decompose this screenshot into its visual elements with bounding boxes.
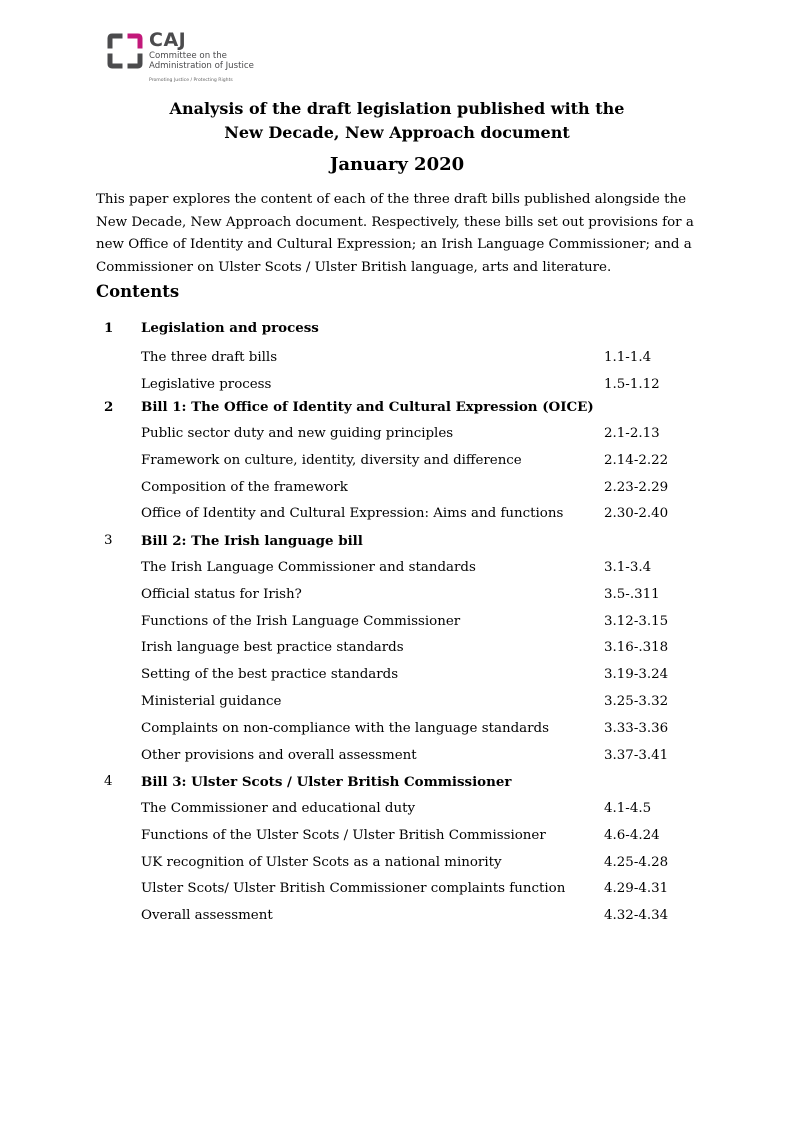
toc-entry-title: Irish language best practice standards	[141, 640, 404, 656]
toc-section-number: 3	[104, 533, 113, 548]
document-date: January 2020	[329, 154, 465, 175]
logo-name-line-2: Administration of Justice	[149, 60, 254, 71]
toc-section-title: Legislation and process	[141, 320, 319, 336]
toc-entry-title: The Irish Language Commissioner and standards	[141, 559, 476, 575]
toc-entry-paragraph-ref: 2.14-2.22	[604, 452, 669, 468]
toc-section-number: 1	[104, 320, 114, 336]
toc-entry	[0, 718, 794, 740]
toc-entry-title: Composition of the framework	[141, 479, 348, 495]
toc-entry	[0, 374, 794, 396]
toc-entry-paragraph-ref: 4.29-4.31	[604, 881, 669, 897]
toc-entry	[0, 503, 794, 525]
toc-entry	[0, 798, 794, 820]
toc-entry-paragraph-ref: 4.6-4.24	[604, 827, 660, 843]
toc-entry-paragraph-ref: 1.5-1.12	[604, 376, 660, 392]
toc-section-heading	[0, 317, 794, 339]
toc-entry-title: Other provisions and overall assessment	[141, 747, 417, 763]
toc-entry	[0, 611, 794, 633]
toc-entry-title: Ministerial guidance	[141, 694, 282, 710]
toc-entry-paragraph-ref: 3.33-3.36	[604, 720, 669, 736]
toc-section-title: Bill 3: Ulster Scots / Ulster British Commissioner	[141, 774, 512, 790]
toc-entry-paragraph-ref: 3.19-3.24	[604, 667, 669, 683]
toc-entry	[0, 584, 794, 606]
toc-entry-paragraph-ref: 4.32-4.34	[604, 908, 669, 924]
toc-entry-paragraph-ref: 4.25-4.28	[604, 854, 669, 870]
toc-entry	[0, 347, 794, 369]
toc-section-title: Bill 1: The Office of Identity and Cultural Expression (OICE)	[141, 399, 594, 415]
toc-entry-paragraph-ref: 3.12-3.15	[604, 613, 669, 629]
title-line-1: Analysis of the draft legislation published with the	[169, 99, 625, 118]
toc-entry	[0, 557, 794, 579]
toc-entry-paragraph-ref: 3.16-.318	[604, 640, 669, 656]
logo-acronym: CAJ	[149, 29, 187, 51]
toc-entry-paragraph-ref: 3.25-3.32	[604, 694, 669, 710]
toc-entry-paragraph-ref: 3.37-3.41	[604, 747, 669, 763]
toc-entry-title: Office of Identity and Cultural Expression: Aims and functions	[141, 506, 564, 522]
toc-entry-paragraph-ref: 3.5-.311	[604, 586, 660, 602]
toc-entry	[0, 691, 794, 713]
toc-entry-title: Legislative process	[141, 376, 272, 392]
toc-section-heading	[0, 530, 794, 552]
toc-entry	[0, 878, 794, 900]
logo-name-line-1: Committee on the	[149, 51, 227, 61]
toc-entry	[0, 745, 794, 767]
toc-entry-title: Functions of the Ulster Scots / Ulster British Commissioner	[141, 827, 546, 843]
toc-entry-title: Overall assessment	[141, 908, 273, 924]
toc-entry-title: Functions of the Irish Language Commissioner	[141, 613, 461, 629]
toc-entry-title: The three draft bills	[141, 350, 278, 365]
toc-entry-title: Framework on culture, identity, diversity and difference	[141, 452, 522, 468]
toc-entry	[0, 450, 794, 472]
title-line-2: New Decade, New Approach document	[224, 123, 570, 142]
toc-entry	[0, 905, 794, 927]
toc-entry	[0, 825, 794, 847]
toc-entry-paragraph-ref: 2.1-2.13	[604, 425, 660, 441]
intro-paragraph: This paper explores the content of each of the three draft bills published alongside the New Decade, New Approach document. Respectively, these bills set out provisions for a new Office of Identity and Cultural Expression; an Irish Language Commissioner; and a Commissioner on Ulster Scots / Ulster British language, arts and literature.	[96, 192, 694, 275]
toc-entry-title: Public sector duty and new guiding principles	[141, 425, 454, 441]
toc-entry-paragraph-ref: 2.23-2.29	[604, 479, 669, 495]
toc-entry	[0, 852, 794, 874]
toc-entry	[0, 423, 794, 445]
contents-heading: Contents	[96, 282, 180, 301]
toc-entry-paragraph-ref: 2.30-2.40	[604, 506, 669, 522]
logo-tagline: Promoting Justice / Protecting Rights	[149, 78, 233, 83]
toc-entry-title: Official status for Irish?	[141, 586, 302, 602]
toc-entry	[0, 664, 794, 686]
toc-entry	[0, 637, 794, 659]
toc-entry	[0, 477, 794, 499]
toc-entry-title: Ulster Scots/ Ulster British Commissioner complaints function	[141, 881, 566, 897]
toc-entry-title: Setting of the best practice standards	[141, 667, 399, 683]
toc-entry-title: Complaints on non-compliance with the language standards	[141, 720, 549, 736]
toc-section-number: 4	[104, 774, 113, 789]
toc-entry-paragraph-ref: 4.1-4.5	[604, 800, 652, 816]
toc-entry-title: UK recognition of Ulster Scots as a national minority	[141, 854, 502, 870]
toc-entry-paragraph-ref: 3.1-3.4	[604, 559, 652, 575]
toc-section-title: Bill 2: The Irish language bill	[141, 533, 363, 549]
toc-entry-title: The Commissioner and educational duty	[141, 800, 416, 816]
toc-entry-paragraph-ref: 1.1-1.4	[604, 350, 652, 365]
toc-section-heading	[0, 396, 794, 418]
toc-section-heading	[0, 771, 794, 793]
toc-section-number: 2	[104, 399, 114, 415]
